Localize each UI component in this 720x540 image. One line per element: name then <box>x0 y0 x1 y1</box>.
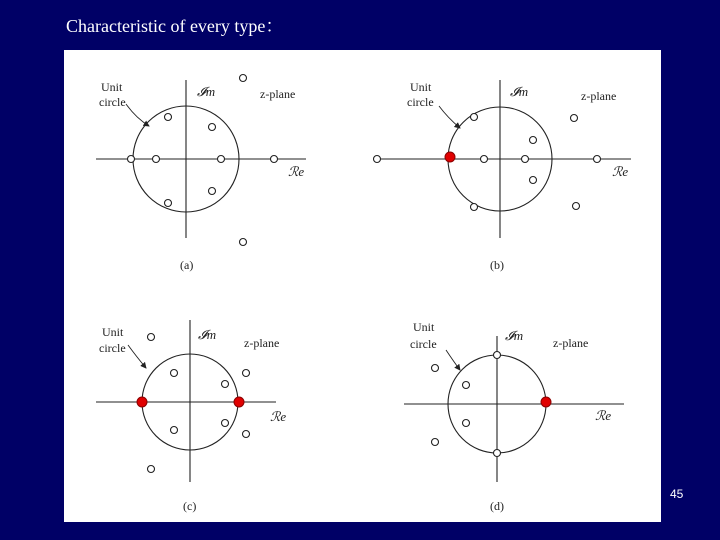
plane-label: z-plane <box>581 89 617 103</box>
unit-label: Unit <box>413 320 435 334</box>
circle-label: circle <box>410 337 437 351</box>
highlighted-zero-marker <box>137 397 147 407</box>
zero-marker <box>148 334 155 341</box>
im-axis-label: 𝓘m <box>198 327 217 342</box>
zero-marker <box>240 239 247 246</box>
zero-marker <box>165 114 172 121</box>
zero-marker <box>222 381 229 388</box>
im-axis-label: 𝓘m <box>197 84 216 99</box>
zero-marker <box>222 420 229 427</box>
caption: (b) <box>490 258 504 272</box>
circle-label: circle <box>99 95 126 109</box>
unit-label: Unit <box>410 80 432 94</box>
page-number: 45 <box>670 487 684 501</box>
highlighted-zero-marker <box>234 397 244 407</box>
zero-marker <box>594 156 601 163</box>
plane-label: z-plane <box>260 87 296 101</box>
zero-marker <box>463 420 470 427</box>
zero-marker <box>571 115 578 122</box>
zero-marker <box>573 203 580 210</box>
zero-marker <box>522 156 529 163</box>
zero-marker <box>240 75 247 82</box>
plane-label: z-plane <box>244 336 280 350</box>
zero-marker <box>494 352 501 359</box>
im-axis-label: 𝓘m <box>510 84 529 99</box>
unit-circle-pointer <box>439 106 460 128</box>
highlighted-zero-marker <box>541 397 551 407</box>
zero-marker <box>165 200 172 207</box>
diagram-a <box>96 75 306 273</box>
im-axis-label: 𝓘m <box>505 328 524 343</box>
zero-marker <box>471 114 478 121</box>
zero-marker <box>128 156 135 163</box>
zero-marker <box>463 382 470 389</box>
zero-marker <box>494 450 501 457</box>
re-axis-label: ℛe <box>288 164 305 179</box>
zero-marker <box>432 365 439 372</box>
highlighted-zero-marker <box>445 152 455 162</box>
unit-label: Unit <box>101 80 123 94</box>
zero-marker <box>209 124 216 131</box>
re-axis-label: ℛe <box>270 409 287 424</box>
figure-panel <box>64 50 661 522</box>
unit-circle-pointer <box>446 350 460 370</box>
circle-label: circle <box>99 341 126 355</box>
zero-marker <box>374 156 381 163</box>
caption: (d) <box>490 499 504 513</box>
zero-marker <box>171 427 178 434</box>
diagram-b <box>374 80 632 272</box>
zero-marker <box>243 370 250 377</box>
zero-marker <box>171 370 178 377</box>
circle-label: circle <box>407 95 434 109</box>
zero-marker <box>271 156 278 163</box>
zero-marker <box>481 156 488 163</box>
zero-marker <box>153 156 160 163</box>
re-axis-label: ℛe <box>595 408 612 423</box>
zero-marker <box>530 137 537 144</box>
zero-marker <box>148 466 155 473</box>
caption: (c) <box>183 499 197 513</box>
zero-marker <box>471 204 478 211</box>
re-axis-label: ℛe <box>612 164 629 179</box>
diagram-c <box>96 320 286 513</box>
diagram-d <box>404 320 624 513</box>
slide-title: Characteristic of every type： <box>66 16 284 36</box>
zero-marker <box>243 431 250 438</box>
zero-marker <box>209 188 216 195</box>
zero-marker <box>432 439 439 446</box>
unit-circle-pointer <box>126 104 149 126</box>
zero-marker <box>530 177 537 184</box>
caption: (a) <box>180 258 194 272</box>
zero-plot-figure <box>64 50 661 522</box>
plane-label: z-plane <box>553 336 589 350</box>
unit-label: Unit <box>102 325 124 339</box>
zero-marker <box>218 156 225 163</box>
unit-circle-pointer <box>128 345 146 368</box>
